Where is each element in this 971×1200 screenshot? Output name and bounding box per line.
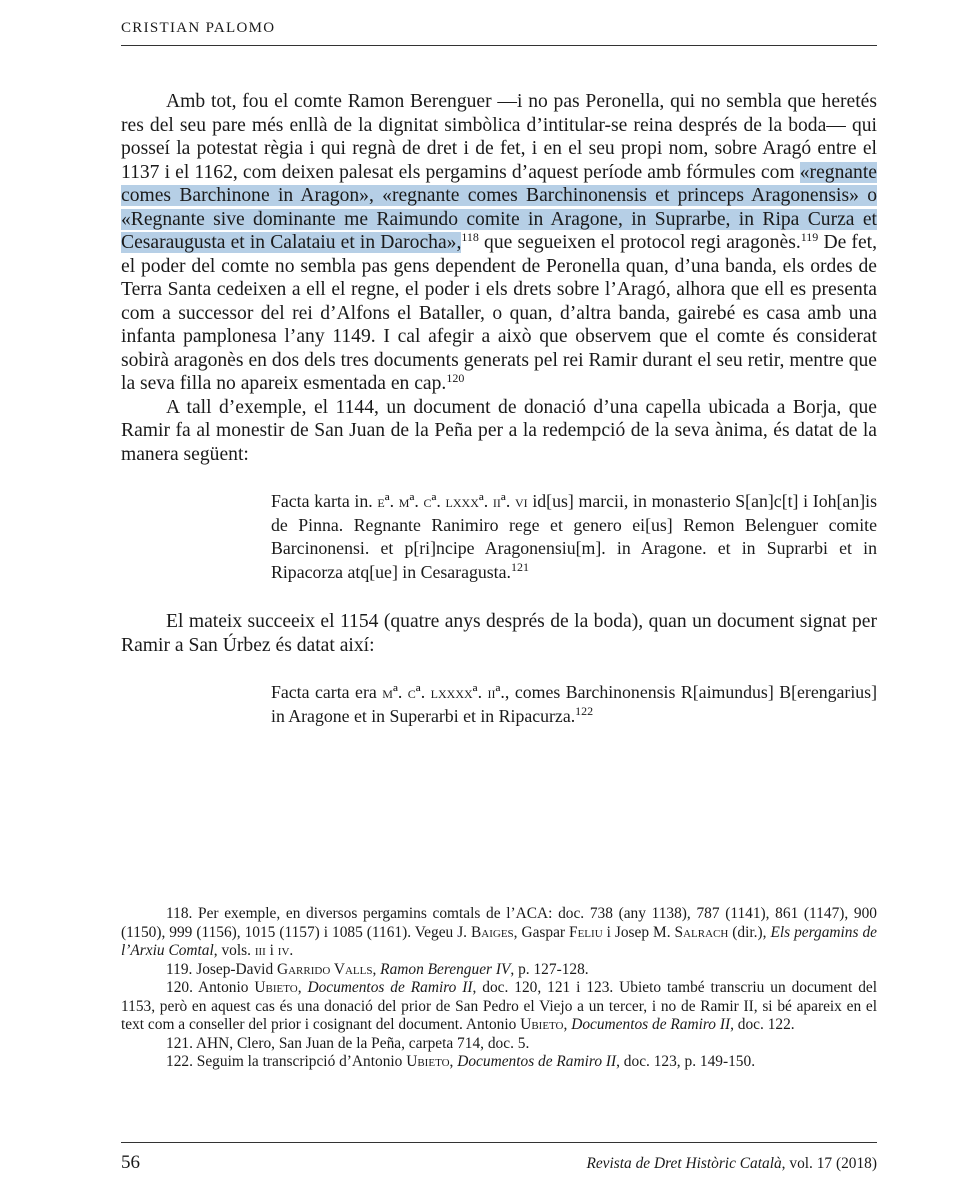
footnote-118: 118. Per exemple, en diversos pergamins comtals de l’ACA: doc. 738 (any 1138), 787 (1141), 861 (1147), 900 (1150), 999 (1156), 1015 (1157) i 1085 (1161). Vegeu J. Baiges, Gaspar Feliu i Josep M. Salrach (dir.), Els pergamins de l’Arxiu Comtal, vols. iii i iv. [121, 905, 877, 959]
paragraph-1: Amb tot, fou el comte Ramon Berenguer —i no pas Peronella, qui no sembla que heretés res del seu pare més enllà de la dignitat simbòlica d’intitular-se reina després de la boda— qui posseí la potestat règia i qui regnà de dret i de fet, i en el seu propi nom, sobre Aragó entre el 1137 i el 1162, com deixen palesat els pergamins d’aquest període amb fórmules com «regnante comes Barchinone in Aragon», «regnante comes Barchinonensis et princeps Aragonensis» o «Regnante sive dominante me Raimundo comite in Aragone, in Suprarbe, in Ripa Curza et Cesaraugusta et in Calataiu et in Darocha»,$^{118}$ que segueixen el protocol regi aragonès.$^{119}$ De fet, el poder del comte no sembla pas gens dependent de Peronella quan, d’una banda, els ordes de Terra Santa cedeixen a ell el regne, el poder i els drets sobre l’Aragó, alhora que ell es presenta com a successor del rei d’Alfons el Bataller, o quan, d’altra banda, gairebé es casa amb una infanta pamplonesa l’any 1149. I cal afegir a això que observem que el comte és considerat sobirà aragonès en dos dels tres documents generats pel rei Ramir durant el seu retir, mentre que la seva filla no apareix esmentada en cap.$^{120}$ [121, 91, 877, 394]
footnote-121: 121. AHN, Clero, San Juan de la Peña, carpeta 714, doc. 5. [166, 1034, 530, 1052]
footnotes [121, 905, 877, 1072]
footnote-122: 122. Seguim la transcripció d’Antonio Ubieto, Documentos de Ramiro II, doc. 123, p. 149-150. [166, 1053, 756, 1070]
footer-rule [121, 1142, 877, 1143]
paragraph-2: A tall d’exemple, el 1144, un document de donació d’una capella ubicada a Borja, que Ramir fa al monestir de San Juan de la Peña per a la redempció de la seva ànima, és datat de la manera següent: [121, 396, 877, 465]
footnote-ref-119[interactable]: 119 [800, 230, 819, 244]
block-quote-2: Facta carta era mª. cª. lxxxxª. iiª., comes Barchinonensis R[aimundus] B[erengarius] in Aragone et in Superarbi et in Ripacurza.$^{122}$ [271, 682, 878, 726]
footnote-ref-120[interactable]: 120 [446, 371, 465, 385]
block-quote-1: Facta karta in. eª. mª. cª. lxxxª. iiª. vi id[us] marcii, in monasterio S[an]c[t] i Ioh[an]is de Pinna. Regnante Ranimiro rege et genero ei[us] Remon Belenguer comite Barcinonensi. et p[ri]ncipe Aragonensiu[m]. in Aragone. et in Suprarbi et in Ripacorza atq[ue] in Cesaragusta.$^{121}$ [271, 491, 877, 582]
highlighted-text[interactable]: «regnante comes Barchinone in Aragon», «regnante comes Barchinonensis et princeps Aragonensis» o «Regnante sive dominante me Raimundo comite in Aragone, in Suprarbe, in Ripa Curza et Cesaraugusta et in Calataiu et in Darocha», [121, 161, 877, 253]
footnote-ref-118[interactable]: 118 [461, 230, 479, 244]
footnote-ref-121[interactable]: 121 [510, 559, 529, 574]
journal-citation: Revista de Dret Històric Català, vol. 17 (2018) [586, 1155, 877, 1172]
running-head: CRISTIAN PALOMO [121, 20, 877, 46]
footnote-ref-122[interactable]: 122 [575, 703, 594, 718]
main-text [121, 90, 877, 728]
footnote-120: 120. Antonio Ubieto, Documentos de Ramiro II, doc. 120, 121 i 123. Ubieto també transcriu un document del 1153, però en aquest cas és una donació del prior de San Pedro el Viejo a un tercer, i no de Ramir II, si bé apareix en el text com a conseller del prior i cosignant del document. Antonio Ubieto, Documentos de Ramiro II, doc. 122. [121, 979, 877, 1033]
footnote-119: 119. Josep-David Garrido Valls, Ramon Berenguer IV, p. 127-128. [166, 960, 589, 978]
paragraph-3: El mateix succeeix el 1154 (quatre anys després de la boda), quan un document signat per Ramir a San Úrbez és datat així: [121, 611, 877, 656]
page-number: 56 [121, 1152, 140, 1173]
